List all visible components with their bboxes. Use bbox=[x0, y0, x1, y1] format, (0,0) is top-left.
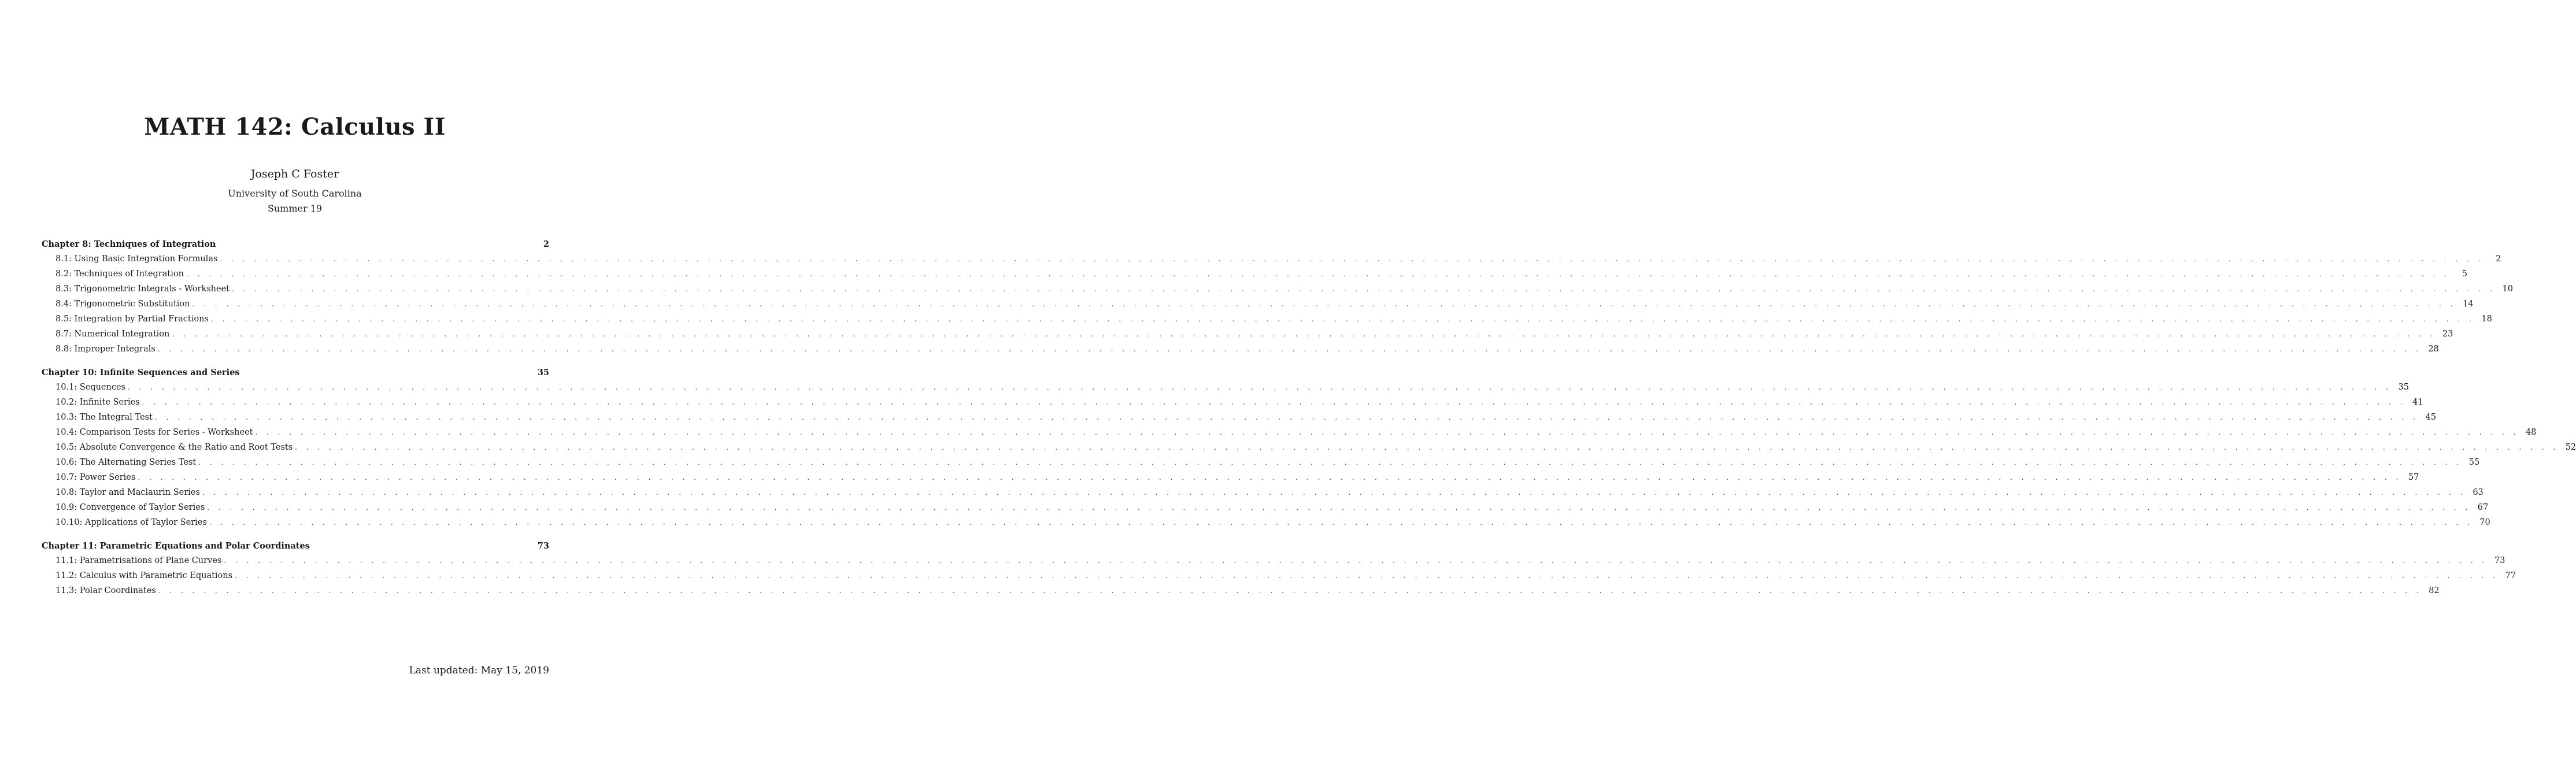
toc-section-row[interactable] bbox=[42, 410, 2436, 425]
toc-section-title: 8.5: Integration by Partial Fractions bbox=[55, 314, 209, 324]
toc-chapter-page: 35 bbox=[537, 368, 549, 377]
toc-section-page: 28 bbox=[2428, 345, 2439, 354]
dot-leader: . . . . . . . . . . . . . . . . . . . . . . . . . . . . . . . . . . . . . . . . . . . . . . . . . . . . . . . . . . . . . . . . . . . . . . . . . . . . . . . . . . . . . . . . . . . . . . . . . . . . . . . . . . . . . . . . . . . . . . . . . . . . . . . . . . . . . . . . . . . . . . . . . . . . . . . . . . . . . . . . . . . . . . . . . . . . . . . . . . . . . . . . . . . . . . . . . . . . . . . . bbox=[209, 518, 2473, 527]
toc-section-title: 8.2: Techniques of Integration bbox=[55, 269, 184, 279]
dot-leader: . . . . . . . . . . . . . . . . . . . . . . . . . . . . . . . . . . . . . . . . . . . . . . . . . . . . . . . . . . . . . . . . . . . . . . . . . . . . . . . . . . . . . . . . . . . . . . . . . . . . . . . . . . . . . . . . . . . . . . . . . . . . . . . . . . . . . . . . . . . . . . . . . . . . . . . . . . . . . . . . . . . . . . . . . . . . . . . . . . . . . . . . . . . . . . . . . . . . . . . . bbox=[202, 488, 2466, 497]
toc-section-title: 10.3: The Integral Test bbox=[55, 413, 153, 422]
toc-section-row[interactable] bbox=[42, 440, 2576, 455]
toc-section-page: 57 bbox=[2408, 473, 2419, 482]
dot-leader: . . . . . . . . . . . . . . . . . . . . . . . . . . . . . . . . . . . . . . . . . . . . . . . . . . . . . . . . . . . . . . . . . . . . . . . . . . . . . . . . . . . . . . . . . . . . . . . . . . . . . . . . . . . . . . . . . . . . . . . . . . . . . . . . . . . . . . . . . . . . . . . . . . . . . . . . . . . . . . . . . . . . . . . . . . . . . . . . . . . . . . . . . . . . . . . . . . . . . . . . bbox=[127, 383, 2392, 391]
dot-leader: . . . . . . . . . . . . . . . . . . . . . . . . . . . . . . . . . . . . . . . . . . . . . . . . . . . . . . . . . . . . . . . . . . . . . . . . . . . . . . . . . . . . . . . . . . . . . . . . . . . . . . . . . . . . . . . . . . . . . . . . . . . . . . . . . . . . . . . . . . . . . . . . . . . . . . . . . . . . . . . . . . . . . . . . . . . . . . . . . . . . . . . . . . . . . . . . . . . . . . . . bbox=[198, 458, 2463, 466]
toc-section-page: 41 bbox=[2412, 398, 2423, 407]
toc-section-title: 10.4: Comparison Tests for Series - Worksheet bbox=[55, 428, 253, 437]
toc-section-page: 73 bbox=[2494, 556, 2505, 565]
toc-chapter-row[interactable] bbox=[42, 366, 549, 380]
toc-section-title: 10.1: Sequences bbox=[55, 383, 125, 392]
toc-section-title: 11.1: Parametrisations of Plane Curves bbox=[55, 556, 222, 565]
toc-section-page: 5 bbox=[2462, 269, 2467, 279]
toc-section-page: 52 bbox=[2565, 443, 2576, 452]
toc-section-row[interactable] bbox=[42, 251, 2501, 266]
dot-leader: . . . . . . . . . . . . . . . . . . . . . . . . . . . . . . . . . . . . . . . . . . . . . . . . . . . . . . . . . . . . . . . . . . . . . . . . . . . . . . . . . . . . . . . . . . . . . . . . . . . . . . . . . . . . . . . . . . . . . . . . . . . . . . . . . . . . . . . . . . . . . . . . . . . . . . . . . . . . . . . . . . . . . . . . . . . . . . . . . . . . . . . . . . . . . . . . . . . . . . . . bbox=[232, 285, 2496, 293]
toc-section-page: 82 bbox=[2429, 586, 2440, 595]
toc-section-title: 8.3: Trigonometric Integrals - Worksheet bbox=[55, 284, 230, 294]
dot-leader: . . . . . . . . . . . . . . . . . . . . . . . . . . . . . . . . . . . . . . . . . . . . . . . . . . . . . . . . . . . . . . . . . . . . . . . . . . . . . . . . . . . . . . . . . . . . . . . . . . . . . . . . . . . . . . . . . . . . . . . . . . . . . . . . . . . . . . . . . . . . . . . . . . . . . . . . . . . . . . . . . . . . . . . . . . . . . . . . . . . . . . . . . . . . . . . . . . . . . . . . bbox=[154, 413, 2419, 421]
toc-section-row[interactable] bbox=[42, 515, 2490, 530]
toc-section-title: 8.8: Improper Integrals bbox=[55, 345, 156, 354]
toc-section-page: 70 bbox=[2479, 518, 2490, 527]
dot-leader: . . . . . . . . . . . . . . . . . . . . . . . . . . . . . . . . . . . . . . . . . . . . . . . . . . . . . . . . . . . . . . . . . . . . . . . . . . . . . . . . . . . . . . . . . . . . . . . . . . . . . . . . . . . . . . . . . . . . . . . . . . . . . . . . . . . . . . . . . . . . . . . . . . . . . . . . . . . . . . . . . . . . . . . . . . . . . . . . . . . . . . . . . . . . . . . . . . . . . . . . bbox=[192, 300, 2456, 308]
toc-section-title: 8.1: Using Basic Integration Formulas bbox=[55, 254, 218, 264]
last-updated: Last updated: May 15, 2019 bbox=[409, 665, 549, 676]
toc-section-row[interactable] bbox=[42, 583, 2440, 598]
toc-chapter bbox=[42, 238, 2513, 357]
table-of-contents bbox=[42, 238, 2576, 608]
toc-section-row[interactable] bbox=[42, 395, 2423, 410]
toc-section-row[interactable] bbox=[42, 380, 2409, 395]
toc-section-row[interactable] bbox=[42, 342, 2439, 357]
toc-chapter-page: 73 bbox=[537, 541, 549, 551]
toc-chapter bbox=[42, 366, 2576, 530]
toc-section-row[interactable] bbox=[42, 553, 2505, 568]
toc-section-title: 10.9: Convergence of Taylor Series bbox=[55, 503, 205, 512]
dot-leader: . . . . . . . . . . . . . . . . . . . . . . . . . . . . . . . . . . . . . . . . . . . . . . . . . . . . . . . . . . . . . . . . . . . . . . . . . . . . . . . . . . . . . . . . . . . . . . . . . . . . . . . . . . . . . . . . . . . . . . . . . . . . . . . . . . . . . . . . . . . . . . . . . . . . . . . . . . . . . . . . . . . . . . . . . . . . . . . . . . . . . . . . . . . . . . . . . . . . . . . . bbox=[158, 587, 2422, 595]
dot-leader: . . . . . . . . . . . . . . . . . . . . . . . . . . . . . . . . . . . . . . . . . . . . . . . . . . . . . . . . . . . . . . . . . . . . . . . . . . . . . . . . . . . . . . . . . . . . . . . . . . . . . . . . . . . . . . . . . . . . . . . . . . . . . . . . . . . . . . . . . . . . . . . . . . . . . . . . . . . . . . . . . . . . . . . . . . . . . . . . . . . . . . . . . . . . . . . . . . . . . . . . bbox=[255, 428, 2519, 436]
toc-section-page: 10 bbox=[2502, 284, 2513, 294]
toc-section-page: 2 bbox=[2496, 254, 2501, 264]
dot-leader: . . . . . . . . . . . . . . . . . . . . . . . . . . . . . . . . . . . . . . . . . . . . . . . . . . . . . . . . . . . . . . . . . . . . . . . . . . . . . . . . . . . . . . . . . . . . . . . . . . . . . . . . . . . . . . . . . . . . . . . . . . . . . . . . . . . . . . . . . . . . . . . . . . . . . . . . . . . . . . . . . . . . . . . . . . . . . . . . . . . . . . . . . . . . . . . . . . . . . . . . bbox=[220, 255, 2484, 263]
toc-chapter-title: Chapter 11: Parametric Equations and Polar Coordinates bbox=[42, 541, 310, 551]
toc-section-page: 35 bbox=[2398, 383, 2409, 392]
toc-section-row[interactable] bbox=[42, 312, 2492, 327]
toc-section-page: 45 bbox=[2425, 413, 2436, 422]
term: Summer 19 bbox=[267, 203, 323, 214]
toc-section-row[interactable] bbox=[42, 568, 2516, 583]
toc-section-row[interactable] bbox=[42, 455, 2480, 470]
toc-section-row[interactable] bbox=[42, 425, 2537, 440]
toc-section-title: 10.7: Power Series bbox=[55, 473, 136, 482]
toc-section-title: 8.4: Trigonometric Substitution bbox=[55, 299, 190, 309]
document-title: MATH 142: Calculus II bbox=[144, 113, 446, 140]
toc-chapter-title: Chapter 10: Infinite Sequences and Series bbox=[42, 368, 240, 377]
dot-leader: . . . . . . . . . . . . . . . . . . . . . . . . . . . . . . . . . . . . . . . . . . . . . . . . . . . . . . . . . . . . . . . . . . . . . . . . . . . . . . . . . . . . . . . . . . . . . . . . . . . . . . . . . . . . . . . . . . . . . . . . . . . . . . . . . . . . . . . . . . . . . . . . . . . . . . . . . . . . . . . . . . . . . . . . . . . . . . . . . . . . . . . . . . . . . . . . . . . . . . . . bbox=[142, 398, 2406, 406]
toc-section-page: 23 bbox=[2442, 329, 2453, 339]
dot-leader: . . . . . . . . . . . . . . . . . . . . . . . . . . . . . . . . . . . . . . . . . . . . . . . . . . . . . . . . . . . . . . . . . . . . . . . . . . . . . . . . . . . . . . . . . . . . . . . . . . . . . . . . . . . . . . . . . . . . . . . . . . . . . . . . . . . . . . . . . . . . . . . . . . . . . . . . . . . . . . . . . . . . . . . . . . . . . . . . . . . . . . . . . . . . . . . . . . . . . . . . bbox=[186, 270, 2450, 278]
toc-section-page: 77 bbox=[2505, 571, 2516, 580]
toc-section-title: 10.5: Absolute Convergence & the Ratio and Root Tests bbox=[55, 443, 293, 452]
dot-leader: . . . . . . . . . . . . . . . . . . . . . . . . . . . . . . . . . . . . . . . . . . . . . . . . . . . . . . . . . . . . . . . . . . . . . . . . . . . . . . . . . . . . . . . . . . . . . . . . . . . . . . . . . . . . . . . . . . . . . . . . . . . . . . . . . . . . . . . . . . . . . . . . . . . . . . . . . . . . . . . . . . . . . . . . . . . . . . . . . . . . . . . . . . . . . . . . . . . . . . . . bbox=[224, 557, 2488, 565]
toc-chapter bbox=[42, 539, 2516, 598]
dot-leader: . . . . . . . . . . . . . . . . . . . . . . . . . . . . . . . . . . . . . . . . . . . . . . . . . . . . . . . . . . . . . . . . . . . . . . . . . . . . . . . . . . . . . . . . . . . . . . . . . . . . . . . . . . . . . . . . . . . . . . . . . . . . . . . . . . . . . . . . . . . . . . . . . . . . . . . . . . . . . . . . . . . . . . . . . . . . . . . . . . . . . . . . . . . . . . . . . . . . . . . . bbox=[235, 572, 2499, 580]
toc-section-row[interactable] bbox=[42, 500, 2489, 515]
dot-leader: . . . . . . . . . . . . . . . . . . . . . . . . . . . . . . . . . . . . . . . . . . . . . . . . . . . . . . . . . . . . . . . . . . . . . . . . . . . . . . . . . . . . . . . . . . . . . . . . . . . . . . . . . . . . . . . . . . . . . . . . . . . . . . . . . . . . . . . . . . . . . . . . . . . . . . . . . . . . . . . . . . . . . . . . . . . . . . . . . . . . . . . . . . . . . . . . . . . . . . . . bbox=[295, 443, 2559, 451]
toc-chapter-page: 2 bbox=[543, 239, 549, 249]
toc-section-row[interactable] bbox=[42, 282, 2513, 297]
toc-section-row[interactable] bbox=[42, 266, 2467, 282]
toc-section-row[interactable] bbox=[42, 327, 2453, 342]
toc-section-title: 10.2: Infinite Series bbox=[55, 398, 140, 407]
toc-section-title: 11.2: Calculus with Parametric Equations bbox=[55, 571, 233, 580]
toc-section-page: 55 bbox=[2468, 458, 2480, 467]
dot-leader: . . . . . . . . . . . . . . . . . . . . . . . . . . . . . . . . . . . . . . . . . . . . . . . . . . . . . . . . . . . . . . . . . . . . . . . . . . . . . . . . . . . . . . . . . . . . . . . . . . . . . . . . . . . . . . . . . . . . . . . . . . . . . . . . . . . . . . . . . . . . . . . . . . . . . . . . . . . . . . . . . . . . . . . . . . . . . . . . . . . . . . . . . . . . . . . . . . . . . . . . bbox=[210, 315, 2475, 323]
institution: University of South Carolina bbox=[228, 188, 362, 199]
dot-leader: . . . . . . . . . . . . . . . . . . . . . . . . . . . . . . . . . . . . . . . . . . . . . . . . . . . . . . . . . . . . . . . . . . . . . . . . . . . . . . . . . . . . . . . . . . . . . . . . . . . . . . . . . . . . . . . . . . . . . . . . . . . . . . . . . . . . . . . . . . . . . . . . . . . . . . . . . . . . . . . . . . . . . . . . . . . . . . . . . . . . . . . . . . . . . . . . . . . . . . . . bbox=[207, 503, 2471, 512]
toc-section-page: 14 bbox=[2463, 299, 2474, 309]
toc-section-row[interactable] bbox=[42, 297, 2474, 312]
author-name: Joseph C Foster bbox=[250, 168, 339, 180]
toc-section-title: 10.10: Applications of Taylor Series bbox=[55, 518, 207, 527]
dot-leader: . . . . . . . . . . . . . . . . . . . . . . . . . . . . . . . . . . . . . . . . . . . . . . . . . . . . . . . . . . . . . . . . . . . . . . . . . . . . . . . . . . . . . . . . . . . . . . . . . . . . . . . . . . . . . . . . . . . . . . . . . . . . . . . . . . . . . . . . . . . . . . . . . . . . . . . . . . . . . . . . . . . . . . . . . . . . . . . . . . . . . . . . . . . . . . . . . . . . . . . . bbox=[172, 330, 2436, 338]
toc-section-title: 10.8: Taylor and Maclaurin Series bbox=[55, 488, 200, 497]
toc-section-row[interactable] bbox=[42, 470, 2419, 485]
dot-leader: . . . . . . . . . . . . . . . . . . . . . . . . . . . . . . . . . . . . . . . . . . . . . . . . . . . . . . . . . . . . . . . . . . . . . . . . . . . . . . . . . . . . . . . . . . . . . . . . . . . . . . . . . . . . . . . . . . . . . . . . . . . . . . . . . . . . . . . . . . . . . . . . . . . . . . . . . . . . . . . . . . . . . . . . . . . . . . . . . . . . . . . . . . . . . . . . . . . . . . . . bbox=[157, 345, 2422, 353]
toc-chapter-row[interactable] bbox=[42, 539, 549, 553]
toc-chapter-title: Chapter 8: Techniques of Integration bbox=[42, 239, 216, 249]
toc-section-page: 63 bbox=[2473, 488, 2484, 497]
toc-section-title: 11.3: Polar Coordinates bbox=[55, 586, 156, 595]
toc-section-title: 10.6: The Alternating Series Test bbox=[55, 458, 197, 467]
toc-chapter-row[interactable] bbox=[42, 238, 549, 251]
toc-section-page: 48 bbox=[2525, 428, 2537, 437]
toc-section-title: 8.7: Numerical Integration bbox=[55, 329, 170, 339]
dot-leader: . . . . . . . . . . . . . . . . . . . . . . . . . . . . . . . . . . . . . . . . . . . . . . . . . . . . . . . . . . . . . . . . . . . . . . . . . . . . . . . . . . . . . . . . . . . . . . . . . . . . . . . . . . . . . . . . . . . . . . . . . . . . . . . . . . . . . . . . . . . . . . . . . . . . . . . . . . . . . . . . . . . . . . . . . . . . . . . . . . . . . . . . . . . . . . . . . . . . . . . . bbox=[138, 473, 2402, 481]
toc-section-page: 18 bbox=[2481, 314, 2492, 324]
toc-section-row[interactable] bbox=[42, 485, 2484, 500]
toc-section-page: 67 bbox=[2477, 503, 2489, 512]
